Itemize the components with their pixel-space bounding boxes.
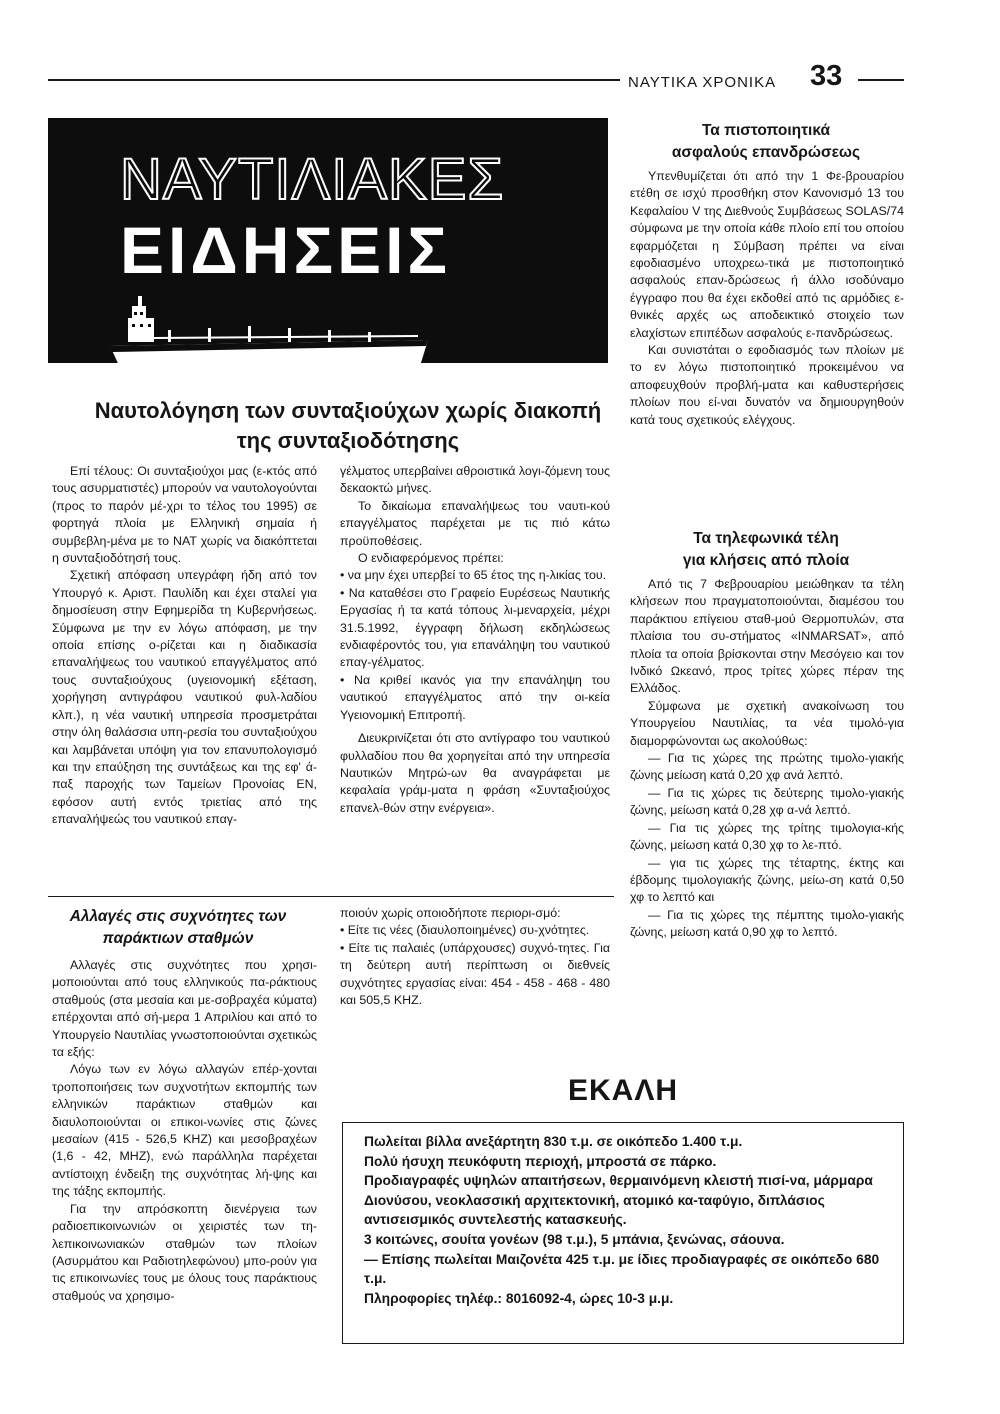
article-divider	[48, 896, 614, 897]
ad-line: Πολύ ήσυχη πευκόφυτη περιοχή, μπροστά σε πάρκο.	[364, 1153, 717, 1169]
main-article-column-2	[340, 463, 610, 817]
header-rule-right	[858, 79, 904, 81]
paragraph: ποιούν χωρίς οποιοδήποτε περιορι-σμό:	[340, 906, 561, 920]
bullet-item: • Να καταθέσει στο Γραφείο Ευρέσεως Ναυτικής Εργασίας ή τα κατά τόπους λι-μεναρχεία, μέχρι 31.5.1992, έγγραφη δήλωση εκδηλώσεως ενδιαφέροντός του, για επανάληψη του ναυτικού επαγ-γέλματος.	[340, 585, 610, 670]
certificates-headline	[628, 120, 904, 164]
paragraph: — για τις χώρες της τέταρτης, έκτης και έβδομης τιμολογιακής ζώνης, μείω-ση κατά 0,50 χφ το λεπτό και	[630, 855, 904, 905]
ad-title: ΕΚΑΛΗ	[567, 1074, 678, 1107]
main-headline-line2: της συνταξιοδότησης	[236, 428, 460, 453]
bullet-item: • Να κριθεί ικανός για την επανάληψη του ναυτικού επαγγέλματος από την οι-κεία Υγειονομική Επιτροπή.	[340, 672, 610, 722]
ad-line: Πωλείται βίλλα ανεξάρτητη 830 τ.μ. σε οικόπεδο 1.400 τ.μ.	[364, 1134, 743, 1149]
paragraph: — Για τις χώρες της τρίτης τιμολογια-κής ζώνης, μείωση κατά 0,30 χφ το λε-πτό.	[630, 820, 904, 853]
banner-title-line2: ΕΙΔΗΣΕΙΣ	[120, 213, 452, 287]
main-article-column-1	[52, 463, 317, 829]
paragraph: — Για τις χώρες τις δεύτερης τιμολο-γιακής ζώνης, μείωση κατά 0,28 χφ α-νά λεπτό.	[630, 785, 904, 818]
paragraph: Διευκρινίζεται ότι στο αντίγραφο του ναυτικού φυλλαδίου που θα χορηγείται από την υπηρεσία Ναυτικών Μητρώ-ων θα αναγράφεται με κεφαλαία γράμ-ματα η φράση «Συνταξιούχος επανελ-θών στην ενέργεια».	[340, 731, 610, 815]
main-headline-line1: Ναυτολόγηση των συνταξιούχων χωρίς διακοπή	[94, 398, 602, 423]
frequencies-headline-line1: Αλλαγές στις συχνότητες των	[69, 908, 287, 925]
paragraph: Από τις 7 Φεβρουαρίου μειώθηκαν τα τέλη κλήσεων που πραγματοποιούνται, διαμέσου του παράκτιου επίγειου σταθ-μού Θερμοπυλών, στα πλαίσια του συ-στήματος «INMARSAT», από πλοία τα οποία βρίσκονται στην Μεσόγειο και τον Ινδικό Ωκεανό, προς τρίτες χώρες πέραν της Ελλάδος.	[630, 577, 904, 696]
frequencies-headline	[48, 906, 308, 950]
ad-line: — Επίσης πωλείται Μαιζονέτα 425 τ.μ. με ίδιες προδιαγραφές σε οικόπεδο 680 τ.μ.	[364, 1251, 880, 1287]
bullet-item: • Είτε τις νέες (διαυλοποιημένες) συ-χνότητες.	[340, 923, 590, 938]
frequencies-headline-line2: παράκτιων σταθμών	[102, 930, 254, 947]
paragraph: Και συνιστάται ο εφοδιασμός των πλοίων με το εν λόγω πιστοποιητικό προκειμένου να αποφευχθούν προβλή-ματα και καθυστερήσεις πλοίων που εί-ναι δυνατόν να δημιουργηθούν κατά τους σχετικούς ελέγχους.	[630, 343, 904, 427]
certificates-headline-line2: ασφαλούς επανδρώσεως	[671, 144, 861, 161]
bullet-item: • να μην έχει υπερβεί το 65 έτος της η-λικίας του.	[340, 568, 607, 583]
page-number: 33	[810, 60, 843, 92]
paragraph: — Για τις χώρες της πρώτης τιμολο-γιακής ζώνης μείωση κατά 0,20 χφ ανά λεπτό.	[630, 751, 904, 783]
main-article-headline	[48, 396, 648, 456]
ad-line: 3 κοιτώνες, σουίτα γονέων (98 τ.μ.), 5 μπάνια, ξενώνας, σάουνα.	[364, 1231, 785, 1247]
telephone-fees-headline	[628, 528, 904, 572]
paragraph: Το δικαίωμα επαναλήψεως του ναυτι-κού επαγγέλματος παρέχεται με τις πιό κάτω προϋποθέσεις.	[340, 498, 610, 548]
banner-title-line1: ΝΑΥΤΙΛΙΑΚΕΣ	[120, 147, 505, 212]
telephone-headline-line2: για κλήσεις από πλοία	[682, 552, 850, 569]
header-rule-left	[48, 79, 620, 81]
publication-name: ΝΑΥΤΙΚΑ ΧΡΟΝΙΚΑ	[628, 74, 777, 91]
bullet-item: • Είτε τις παλαιές (υπάρχουσες) συχνό-τητες. Για τη δεύτερη αυτή περίπτωση οι διεθνείς συχνότητες εργασίας είναι: 454 - 458 - 468 - 480 και 505,5 KHZ.	[340, 940, 610, 1008]
certificates-headline-line1: Τα πιστοποιητικά	[701, 122, 830, 139]
paragraph: Για την απρόσκοπτη διενέργεια των ραδιοεπικοινωνιών οι χειριστές των τη-λεπικοινωνιακών σταθμών των πλοίων (Ασυρμάτου και Ραδιοτηλεφώνου) μπο-ρούν για τις επικοινωνίες τους με όλους τους παράκτιους σταθμούς να χρησιμο-	[52, 1201, 317, 1303]
paragraph: Αλλαγές στις συχνότητες που χρησι-μοποιούνται από τους ελληνικούς πα-ράκτιους σταθμούς (στα μεσαία και με-σοβραχέα κύματα) επέρχονται από σή-μερα 1 Απριλίου και από το Υπουργείο Ναυτιλίας γνωστοποιούνται σχετικώς τα εξής:	[52, 958, 317, 1060]
paragraph: Σύμφωνα με σχετική ανακοίνωση του Υπουργείου Ναυτιλίας, τα νέα τιμολό-για διαμορφώνονται ως ακολούθως:	[630, 698, 904, 748]
paragraph: — Για τις χώρες της πέμπτης τιμολο-γιακής ζώνης, μείωση κατά 0,90 χφ το λεπτό.	[630, 907, 904, 940]
paragraph: Σχετική απόφαση υπεγράφη ήδη από τον Υπουργό κ. Αριστ. Παυλίδη και έχει σταλεί για δημοσίευση στην Εφημερίδα τη Κυβερνήσεως. Σύμφωνα με την εν λόγω απόφαση, με την οποία επίσης ο-ρίζεται και η διαδικασία επαναλήψεως του ναυτικού επαγγέλματος από τους συνταξιούχους (υγειονομική εξέταση, χορήγηση αντιγράφου ναυτικού φυλ-λαδίου κλπ.), η νέα ναυτική υπηρεσία προσμετράται στην όλη θαλάσσια υπη-ρεσία του συνταξιούχου και λαμβάνεται υπόψη για τον επανυπολογισμό και την επαύξηση της συντάξεως και της εφ' ά-παξ παροχής των Ταμείων Προνοίας ΕΝ, εφόσον αυτή εντός τριετίας από της επαναλήψεώς του ναυτικού επαγ-	[52, 568, 317, 827]
paragraph: Ο ενδιαφερόμενος πρέπει:	[358, 551, 504, 566]
telephone-fees-body	[630, 576, 904, 942]
ship-illustration	[48, 278, 448, 378]
paragraph: Επί τέλους: Οι συνταξιούχοι μας (ε-κτός από τους ασυρματιστές) μπορούν να ναυτολογούνται (προς το παρόν μέ-χρι το τέλος του 1995) σε φορτηγά πλοία με Ελληνική σημαία ή συμβεβλη-μένα με το ΝΑΤ χωρίς να διακόπτεται η συνταξιοδότησή τους.	[52, 464, 317, 566]
paragraph: Υπενθυμίζεται ότι από την 1 Φε-βρουαρίου ετέθη σε ισχύ προσθήκη στον Κανονισμό 13 του Κεφαλαίου V της Διεθνούς Συμβάσεως SOLAS/74 σύμφωνα με την οποία κάθε πλοίο επί του οποίου εφαρμόζεται η Σύμβαση πρέπει να είναι εφοδιασμένο υποχρεω-τικά με πιστοποιητικό ασφαλούς επαν-δρώσεως ή άλλο ισοδύναμο έγγραφο που θα έχει εκδοθεί από τις αρμόδιες ε-θνικές αρχές ως αποδεικτικό στοιχείο των ελαχίστων επιπέδων ασφαλούς ε-πανδρώσεως.	[630, 169, 904, 340]
frequencies-column-2	[340, 905, 610, 1009]
telephone-headline-line1: Τα τηλεφωνικά τέλη	[693, 530, 839, 547]
ad-line: Πληροφορίες τηλέφ.: 8016092-4, ώρες 10-3 μ.μ.	[364, 1290, 674, 1306]
paragraph: Λόγω των εν λόγω αλλαγών επέρ-χονται τροποποιήσεις των συχνοτήτων εκπομπής των ελληνικών παράκτιων σταθμών και διαυλοποιούνται οι επικοι-νωνίες στις ζώνες μεσαίων (415 - 526,5 KHZ) και μεσοβραχέων (1,6 - 42, MHZ), ενώ παράλληλα παρέχεται αντίστοιχη ένδειξη της συχνότητας λή-ψης και της τάξης εκπομπής.	[52, 1062, 317, 1199]
paragraph: γέλματος υπερβαίνει αθροιστικά λογι-ζόμενη τους δεκαοκτώ μήνες.	[340, 464, 610, 496]
certificates-body	[630, 168, 904, 429]
ad-body	[364, 1132, 884, 1308]
ad-line: Προδιαγραφές υψηλών απαιτήσεων, θερμαινόμενη κλειστή πισί-να, μάρμαρα Διονύσου, νεοκλασσική αρχιτεκτονική, ατομικό κα-ταφύγιο, διπλάσιος αντισεισμικός συντελεστής κατασκευής.	[364, 1173, 873, 1228]
frequencies-column-1	[52, 957, 317, 1305]
classified-ad	[342, 1074, 904, 1344]
